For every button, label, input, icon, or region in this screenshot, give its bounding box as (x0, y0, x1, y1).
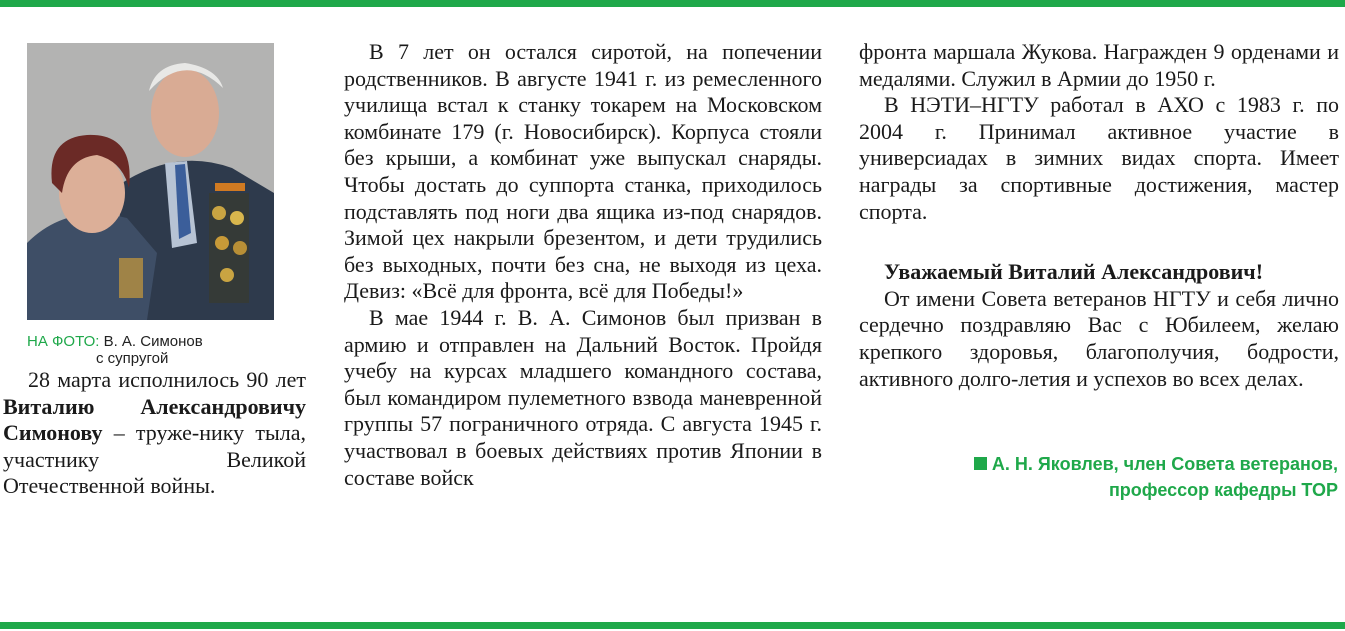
paragraph-childhood: В 7 лет он остался сиротой, на попечении родственников. В августе 1941 г. из ремесленного училища встал к станку токарем на Московском комбинате 179 (г. Новосибирск). Корпуса стояли без крыши, а комбинат уже выпускал снаряды. Чтобы достать до суппорта станка, приходилось подставлять под ноги два ящика из-под снарядов. Зимой цех накрыли брезентом, и дети трудились без выходных, почти без сна, не выходя из цеха. Девиз: «Всё для фронта, всё для Победы!» (344, 39, 822, 304)
greeting-title: Уважаемый Виталий Александрович! (884, 259, 1264, 285)
author-signature (918, 451, 1338, 503)
caption-line2: с супругой (96, 350, 169, 367)
paragraph-awards: фронта маршала Жукова. Награжден 9 орденами и медалями. Служил в Армии до 1950 г. (859, 39, 1339, 91)
column-3 (859, 39, 1339, 392)
intro-text-b: – труже-нику тыла, участнику Великой Отечественной войны. (3, 420, 306, 499)
signature-line1: А. Н. Яковлев, член Совета ветеранов, (991, 454, 1338, 474)
paragraph-army: В мае 1944 г. В. А. Симонов был призван в армию и отправлен на Дальний Восток. Пройдя учебу на курсах младшего командного состава, был командиром пулеметного взвода маневренной группы 57 пограничного отряда. С августа 1945 г. участвовал в боевых действиях против Японии в составе войск (344, 304, 822, 490)
square-bullet-icon (974, 457, 987, 470)
intro-honoree-name: Виталию Александровичу Симонову (3, 393, 306, 446)
intro-paragraph (3, 367, 306, 500)
column-2 (344, 39, 822, 491)
bottom-green-rule (0, 622, 1345, 629)
paragraph-university: В НЭТИ–НГТУ работал в АХО с 1983 г. по 2004 г. Принимал активное участие в универсиадах в зимних видах спорта. Имеет награды за спортивные достижения, мастер спорта. (859, 92, 1339, 224)
caption-label: НА ФОТО: (27, 333, 100, 350)
intro-text-a: 28 марта исполнилось 90 лет (28, 367, 306, 392)
column-1 (3, 367, 306, 500)
greeting-text: От имени Совета ветеранов НГТУ и себя лично сердечно поздравляю Вас с Юбилеем, желаю крепкого здоровья, благополучия, бодрости, активного долго-летия и успехов во всех делах. (859, 285, 1339, 391)
photo-simonov-with-wife (27, 43, 274, 320)
top-green-rule (0, 0, 1345, 7)
caption-name: В. А. Симонов (103, 333, 203, 350)
signature-line2: профессор кафедры ТОР (1108, 480, 1338, 500)
photo-caption (27, 333, 203, 367)
